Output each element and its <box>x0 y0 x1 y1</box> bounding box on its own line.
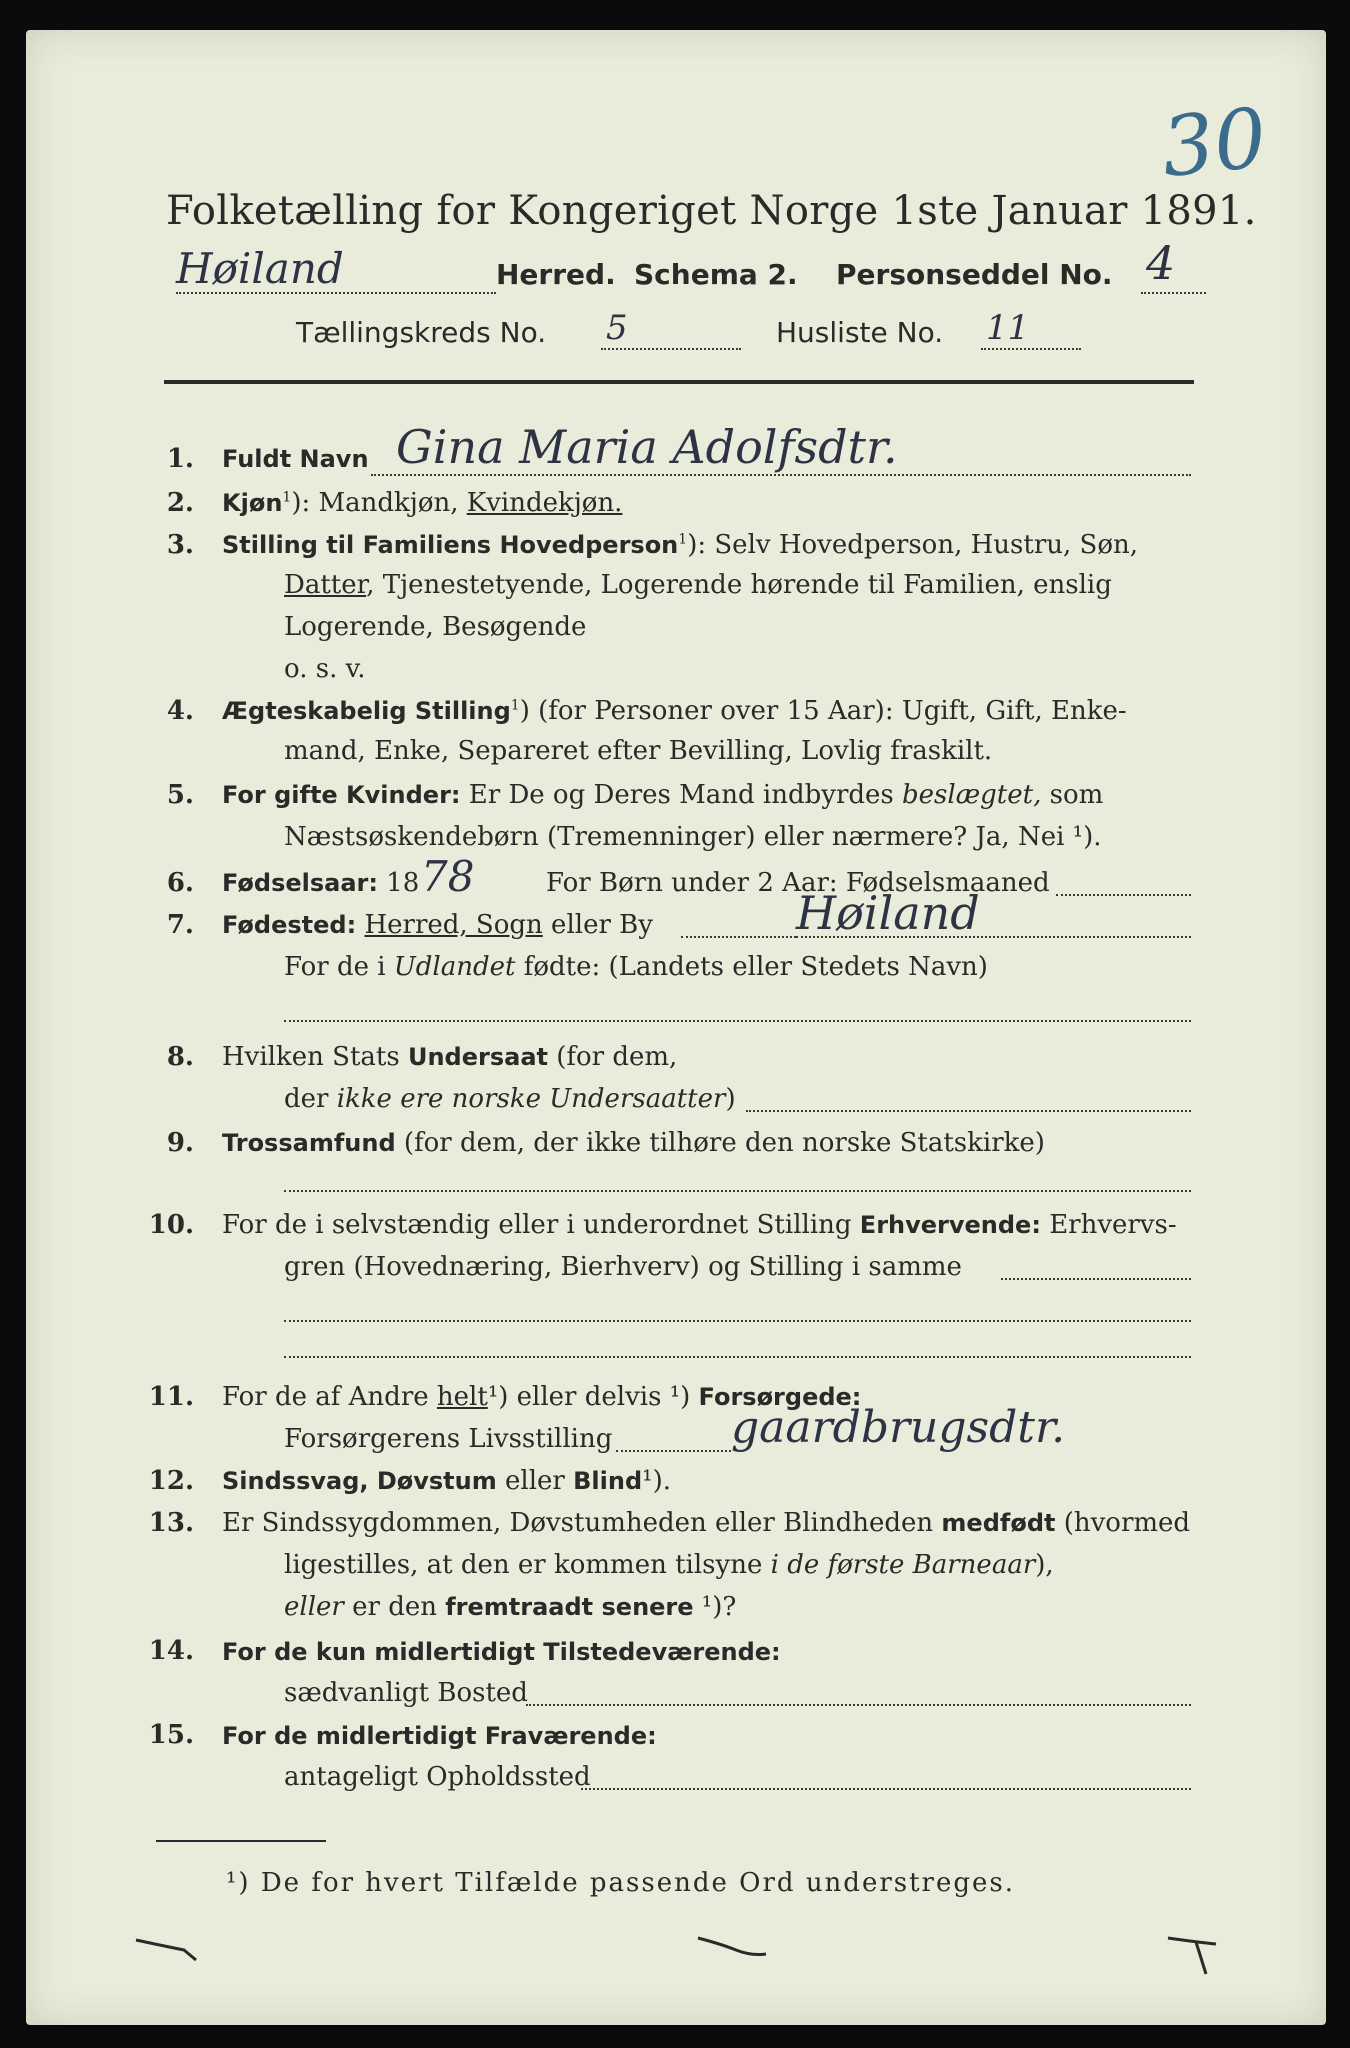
q11-text1b: ¹) eller delvis ¹) <box>487 1382 699 1412</box>
kreds-label: Tællingskreds No. <box>296 316 547 349</box>
q12-label-blind: Blind <box>573 1467 643 1495</box>
herred-handwritten: Høiland <box>176 244 344 293</box>
q7-text-b: eller By <box>542 910 653 940</box>
q9-line <box>222 1128 1045 1158</box>
q11-number: 11. <box>148 1382 194 1412</box>
q7-text2a: For de i <box>284 952 394 982</box>
herred-name <box>176 244 344 293</box>
q2-number: 2. <box>166 488 194 518</box>
q3-line1 <box>222 530 1138 560</box>
q1-label: Fuldt Navn <box>222 445 369 473</box>
q3-label: Stilling til Familiens Hovedperson <box>222 531 679 559</box>
q10-dotline-a <box>1001 1278 1191 1280</box>
q13-text3c: ¹)? <box>693 1592 737 1622</box>
q11-dotline <box>616 1450 731 1452</box>
q8-line1 <box>222 1042 677 1072</box>
q5-line1 <box>222 780 1103 810</box>
husliste-label: Husliste No. <box>776 316 944 349</box>
q10-text1: For de i selvstændig eller i underordnet Stilling <box>222 1210 860 1240</box>
q13-label: medfødt <box>941 1509 1056 1537</box>
q4-label: Ægteskabelig Stilling <box>222 697 511 725</box>
husliste-dotline <box>981 348 1081 350</box>
q1-full-name: Gina Maria Adolfsdtr. <box>396 420 898 474</box>
q6-text: For Børn under 2 Aar: Fødselsmaaned <box>546 868 1050 898</box>
q3-line3: Logerende, Besøgende <box>284 612 587 642</box>
q2-line <box>222 488 622 518</box>
q9-label: Trossamfund <box>222 1129 396 1157</box>
q5-number: 5. <box>166 780 194 810</box>
q2-kvindekjon: Kvindekjøn. <box>466 488 623 518</box>
personseddel-dotline <box>1141 292 1206 294</box>
q3-number: 3. <box>166 530 194 560</box>
q13-text3b: er den <box>343 1592 446 1622</box>
q10-dotline-c <box>284 1356 1191 1358</box>
q12-text-b: ¹). <box>642 1466 671 1496</box>
q8-number: 8. <box>166 1042 194 1072</box>
q12-line <box>222 1466 671 1496</box>
herred-dotline <box>176 292 496 294</box>
q13-line2 <box>284 1550 1054 1580</box>
q6-label: Fødselsaar: <box>222 869 378 897</box>
q3-line2 <box>284 570 1112 600</box>
q7-label: Fødested: <box>222 911 357 939</box>
q3-text2: , Tjenestetyende, Logerende hørende til Familien, enslig <box>366 570 1112 600</box>
q14-line2: sædvanligt Bosted <box>284 1678 528 1708</box>
q11-provider-occupation: gaardbrugsdtr. <box>731 1402 1066 1453</box>
q2-label: Kjøn <box>222 489 283 517</box>
q1-number: 1. <box>166 444 194 474</box>
q13-text2c: ), <box>1035 1550 1054 1580</box>
q4-sup: 1 <box>510 697 520 714</box>
q13-text1a: Er Sindssygdommen, Døvstumheden eller Blindheden <box>222 1508 942 1538</box>
q8-label: Undersaat <box>407 1043 548 1071</box>
personseddel-label: Personseddel No. <box>836 258 1113 291</box>
q13-text1b: (hvormed <box>1055 1508 1191 1538</box>
q10-line2: gren (Hovednæring, Bierhverv) og Stilling i samme <box>284 1252 962 1282</box>
census-form-sheet <box>26 30 1326 2025</box>
q5-beslaegtet: beslægtet, <box>902 780 1042 810</box>
q7-number: 7. <box>166 910 194 940</box>
margin-mark-left <box>134 1930 224 1970</box>
q3-text1: ): Selv Hovedperson, Hustru, Søn, <box>687 530 1139 560</box>
q11-helt: helt <box>436 1382 488 1412</box>
q4-line2: mand, Enke, Separeret efter Bevilling, Lovlig fraskilt. <box>284 736 993 766</box>
q4-text1: ) (for Personer over 15 Aar): Ugift, Gift, Enke- <box>519 696 1127 726</box>
q7-herred-sogn: Herred, Sogn <box>364 910 543 940</box>
q10-label: Erhvervende: <box>859 1211 1041 1239</box>
q7-dotline-c <box>284 1020 1191 1022</box>
q5-text1c: som <box>1041 780 1104 810</box>
q3-sup: 1 <box>678 531 688 548</box>
q13-text2b: i de første Barneaar <box>770 1550 1036 1580</box>
page-number: 30 <box>1156 90 1271 197</box>
q11-line2: Forsørgerens Livsstilling <box>284 1424 613 1454</box>
q12-number: 12. <box>148 1466 194 1496</box>
q13-eller: eller <box>284 1592 344 1622</box>
kreds-number: 5 <box>606 308 628 348</box>
q2-sup: 1 <box>282 489 292 506</box>
q7-udlandet: Udlandet <box>393 952 516 982</box>
q7-birthplace: Høiland <box>796 886 980 940</box>
q7-dotline-a <box>681 936 796 938</box>
schema-label: Schema 2. <box>634 258 798 291</box>
q13-line1 <box>222 1508 1190 1538</box>
footnote: ¹) De for hvert Tilfælde passende Ord understreges. <box>226 1868 1016 1898</box>
q3-datter: Datter <box>284 570 367 600</box>
q11-label: Forsørgede: <box>698 1383 862 1411</box>
q13-number: 13. <box>148 1508 194 1538</box>
q8-text2a: der <box>284 1084 337 1114</box>
q6-dotline <box>1056 894 1191 896</box>
q7-line2 <box>284 952 988 982</box>
q9-number: 9. <box>166 1128 194 1158</box>
q14-number: 14. <box>148 1636 194 1666</box>
q3-line4: o. s. v. <box>284 654 366 684</box>
q12-label: Sindssvag, Døvstum <box>222 1467 497 1495</box>
q13-label2: fremtraadt senere <box>445 1593 694 1621</box>
q7-line1 <box>222 910 653 940</box>
personseddel-number: 4 <box>1146 236 1176 290</box>
q5-text1a: Er De og Deres Mand indbyrdes <box>460 780 903 810</box>
form-title: Folketælling for Kongeriget Norge 1ste Januar 1891. <box>166 188 1257 234</box>
q8-text1b: (for dem, <box>547 1042 678 1072</box>
q13-text2a: ligestilles, at den er kommen tilsyne <box>284 1550 771 1580</box>
q14-line1: For de kun midlertidigt Tilstedeværende: <box>222 1638 781 1666</box>
q8-text2b: ikke ere norske Undersaatter <box>336 1084 726 1114</box>
header-rule <box>164 380 1194 384</box>
q2-text: ): Mandkjøn, <box>291 488 467 518</box>
q10-line1 <box>222 1210 1177 1240</box>
q1-dotline <box>371 474 1191 476</box>
q10-text1b: Erhvervs- <box>1040 1210 1177 1240</box>
herred-label: Herred. <box>496 258 616 291</box>
q15-line2: antageligt Opholdssted <box>284 1762 591 1792</box>
margin-mark-center <box>696 1930 786 1970</box>
q12-text-a: eller <box>496 1466 574 1496</box>
q8-dotline <box>746 1110 1191 1112</box>
q8-text1a: Hvilken Stats <box>222 1042 408 1072</box>
q15-dotline <box>581 1788 1191 1790</box>
q6-birth-year: 78 <box>421 852 475 901</box>
q4-number: 4. <box>166 696 194 726</box>
q11-text1a: For de af Andre <box>222 1382 437 1412</box>
q10-number: 10. <box>148 1210 194 1240</box>
q5-label: For gifte Kvinder: <box>222 781 461 809</box>
q5-line2: Næstsøskendebørn (Tremenninger) eller nærmere? Ja, Nei ¹). <box>284 822 1102 852</box>
q7-text2c: fødte: (Landets eller Stedets Navn) <box>515 952 988 982</box>
q6-number: 6. <box>166 868 194 898</box>
q4-line1 <box>222 696 1127 726</box>
q15-line1: For de midlertidigt Fraværende: <box>222 1722 657 1750</box>
q8-text2c: ) <box>725 1084 736 1114</box>
q6-line <box>222 868 419 898</box>
q8-line2 <box>284 1084 736 1114</box>
kreds-dotline <box>601 348 741 350</box>
q10-dotline-b <box>284 1320 1191 1322</box>
footnote-rule <box>156 1840 326 1842</box>
q9-text: (for dem, der ikke tilhøre den norske Statskirke) <box>395 1128 1045 1158</box>
q7-dotline-b <box>796 936 1191 938</box>
q9-dotline <box>284 1190 1191 1192</box>
husliste-number: 11 <box>986 308 1030 348</box>
q13-line3 <box>284 1592 736 1622</box>
q15-number: 15. <box>148 1720 194 1750</box>
margin-mark-right <box>1166 1930 1256 1990</box>
q14-dotline <box>526 1704 1191 1706</box>
q6-prefix: 18 <box>378 868 420 898</box>
